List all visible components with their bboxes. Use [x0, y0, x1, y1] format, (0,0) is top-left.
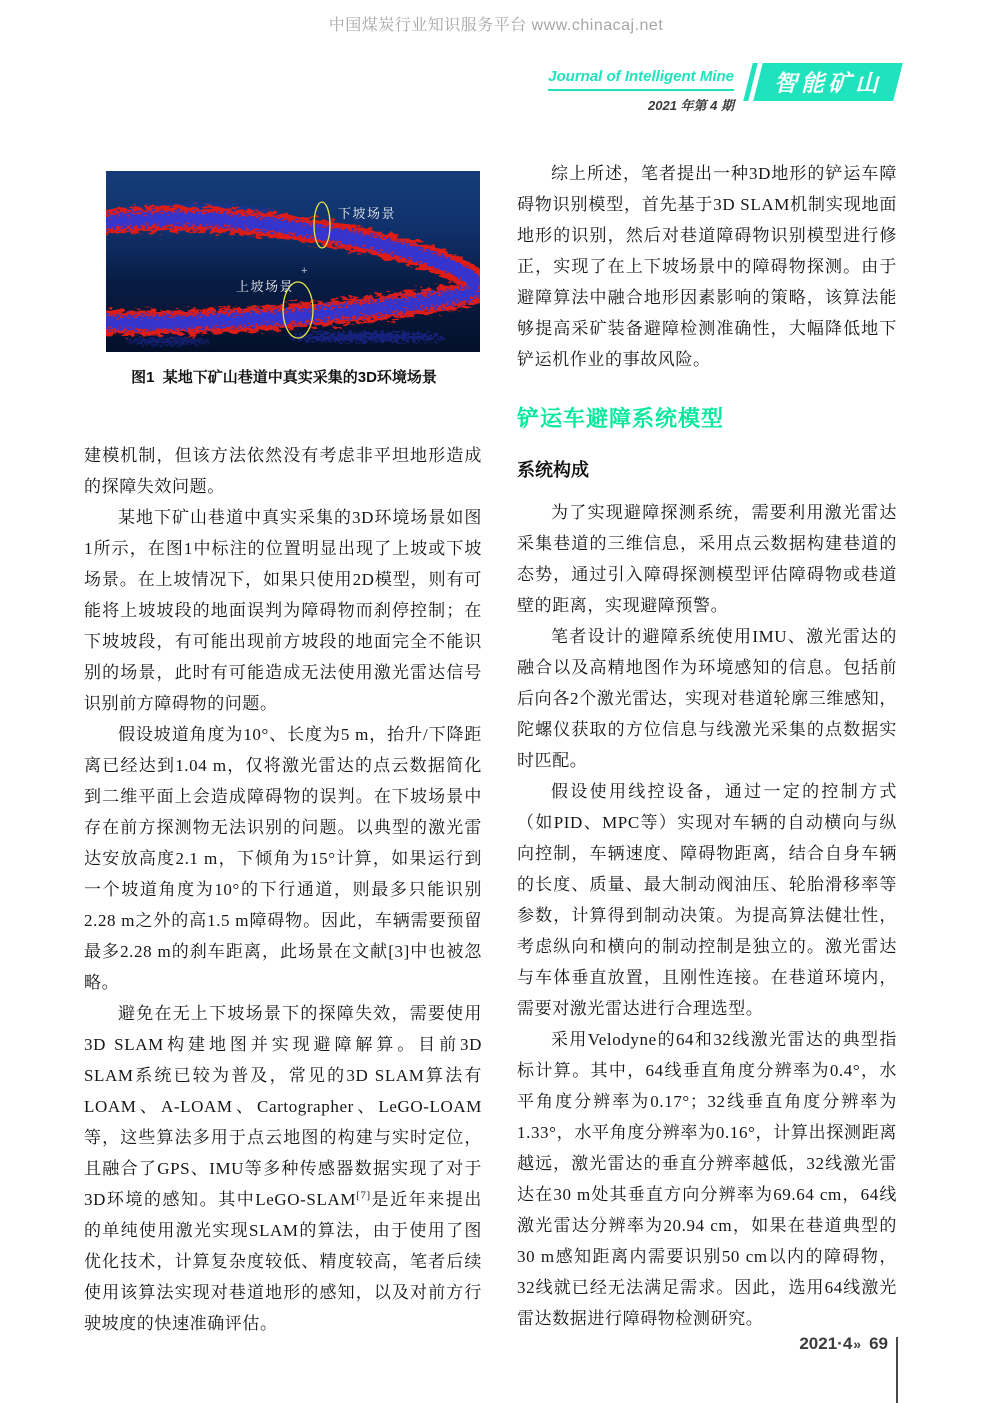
paragraph: 假设坡道角度为10°、长度为5 m，抬升/下降距离已经达到1.04 m，仅将激光雷达的点云数据简化到二维平面上会造成障碍物的误判。在下坡场景中存在前方探测物无法识别的问题。以典型的激光雷达安放高度2.1 m，下倾角为15°计算，如果运行到一个坡道角度为10°的下行通道，则最多只能识别2.28 m之外的高1.5 m障碍物。因此，车辆需要预留最多2.28 m的刹车距离，此场景在文献[3]中也被忽略。	[84, 725, 482, 992]
paragraph: 采用Velodyne的64和32线激光雷达的典型指标计算。其中，64线垂直角度分辨率为0.4°，水平角度分辨率为0.17°；32线垂直角度分辨率为1.33°，水平角度分辨率为0.16°，计算出探测距离越远，激光雷达的垂直分辨率越低，32线激光雷达在30 m处其垂直方向分辨率为69.64 cm，64线激光雷达分辨率为20.94 cm，如果在巷道典型的30 m感知距离内需要识别50 cm以内的障碍物，32线就已经无法满足需求。因此，选用64线激光雷达数据进行障碍物检测研究。	[517, 1030, 897, 1328]
footer-vertical-rule	[896, 1337, 898, 1403]
pointcloud-image	[106, 171, 480, 352]
paragraph: 某地下矿山巷道中真实采集的3D环境场景如图1所示，在图1中标注的位置明显出现了上坡或下坡场景。在上坡情况下，如果只使用2D模型，则有可能将上坡坡段的地面误判为障碍物而刹停控制；在下坡坡段，有可能出现前方坡段的地面完全不能识别的场景，此时有可能造成无法使用激光雷达信号识别前方障碍物的问题。	[84, 508, 482, 713]
section-title: 铲运车避障系统模型	[517, 406, 725, 431]
paragraph: 综上所述，笔者提出一种3D地形的铲运车障碍物识别模型，首先基于3D SLAM机制实现地面地形的识别，然后对巷道障碍物识别模型进行修正，实现了在上下坡场景中的障碍物探测。由于避障算法中融合地形因素影响的策略，该算法能够提高采矿装备避障检测准确性，大幅降低地下铲运机作业的事故风险。	[517, 164, 897, 369]
figure-caption: 图1 某地下矿山巷道中真实采集的3D环境场景	[131, 369, 437, 386]
paragraph: 笔者设计的避障系统使用IMU、激光雷达的融合以及高精地图作为环境感知的信息。包括前后向各2个激光雷达，实现对巷道轮廓三维感知，陀螺仪获取的方位信息与线激光采集的点数据实时匹配。	[517, 627, 897, 770]
journal-logo	[753, 63, 902, 101]
downhill-scene-label: 下坡场景	[338, 206, 397, 221]
journal-logo-text: 智能矿山	[774, 69, 883, 96]
paragraph-text: 是近年来提出的单纯使用激光实现SLAM的算法，由于使用了图优化技术，计算复杂度较低、精度较高，笔者后续使用该算法实现对巷道地形的感知，以及对前方行驶坡度的快速准确评估。	[84, 1190, 482, 1333]
paragraph: 为了实现避障探测系统，需要利用激光雷达采集巷道的三维信息，采用点云数据构建巷道的态势，通过引入障碍探测模型评估障碍物或巷道壁的距离，实现避障预警。	[517, 503, 897, 615]
footer-arrows: »	[853, 1336, 860, 1352]
paragraph	[84, 998, 482, 1339]
left-column	[84, 440, 482, 1339]
citation-ref: [7]	[356, 1189, 371, 1202]
figure-1	[106, 171, 480, 352]
subsection-title: 系统构成	[517, 460, 589, 480]
footer-page-number: 69	[869, 1334, 888, 1353]
journal-title-english: Journal of Intelligent Mine	[548, 68, 734, 91]
paragraph: 假设使用线控设备，通过一定的控制方式（如PID、MPC等）实现对车辆的自动横向与纵向控制，车辆速度、障碍物距离，结合自身车辆的长度、质量、最大制动阀油压、轮胎滑移率等参数，计算得到制动决策。为提高算法健壮性，考虑纵向和横向的制动控制是独立的。激光雷达与车体垂直放置，且刚性连接。在巷道环境内，需要对激光雷达进行合理选型。	[517, 782, 897, 1018]
journal-title-block	[548, 63, 734, 114]
footer-issue: 2021·4	[799, 1334, 853, 1353]
watermark: 中国煤炭行业知识服务平台 www.chinacaj.net	[328, 17, 664, 34]
journal-issue: 2021 年第 4 期	[648, 98, 734, 113]
right-column	[517, 158, 897, 1334]
paragraph: 建模机制，但该方法依然没有考虑非平坦地形造成的探障失效问题。	[84, 446, 482, 496]
uphill-scene-label: 上坡场景	[236, 279, 295, 294]
paragraph-text: 避免在无上下坡场景下的探障失效，需要使用3D SLAM构建地图并实现避障解算。目前3D SLAM系统已较为普及，常见的3D SLAM算法有LOAM、A-LOAM、Cartographer、LeGO-LOAM等，这些算法多用于点云地图的构建与实时定位，且融合了GPS、IMU等多种传感器数据实现了对于3D环境的感知。其中LeGO-SLAM	[84, 1004, 482, 1209]
footer-page-info	[0, 1334, 888, 1354]
journal-header	[548, 63, 898, 114]
axis-cross-marker: +	[301, 265, 308, 277]
